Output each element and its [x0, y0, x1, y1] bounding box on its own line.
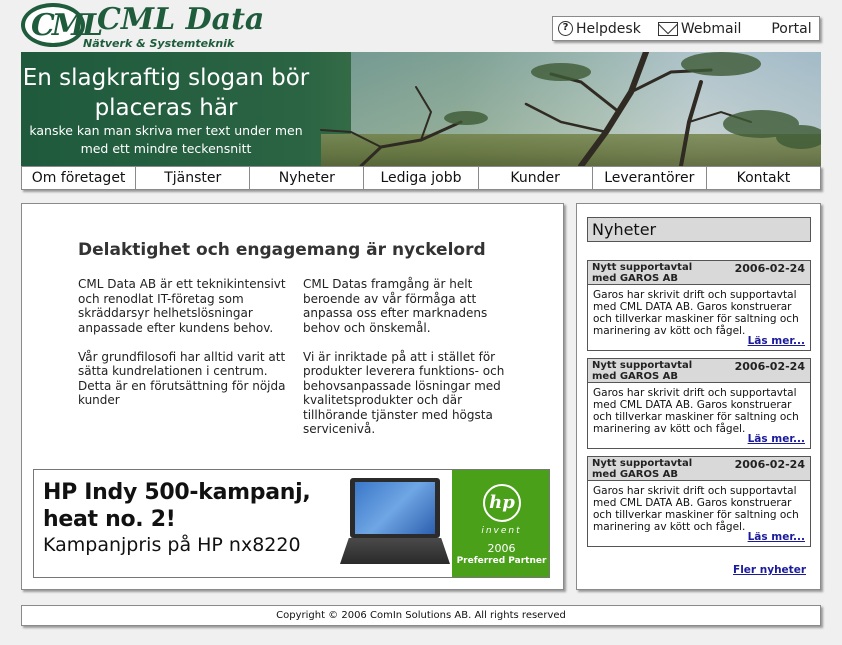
nav-item-leverantorer[interactable]: Leverantörer	[593, 167, 707, 189]
news-title-line-1: Nytt supportavtal	[592, 262, 693, 273]
content-column-right	[303, 277, 513, 451]
hp-invent-text: invent	[481, 526, 522, 536]
paragraph: CML Datas framgång är helt beroende av vår förmåga att anpassa oss efter marknadens behov och önskemål.	[303, 277, 488, 335]
news-item	[587, 358, 811, 449]
nav-item-tjanster[interactable]: Tjänster	[136, 167, 250, 189]
news-item-header	[588, 359, 810, 383]
news-body: Garos har skrivit drift och supportavtal med CML DATA AB. Garos konstruerar och tillverkar maskiner för saltning och marinering av kött och fågel.	[593, 289, 799, 337]
news-item-header	[588, 261, 810, 285]
nav-item-nyheter[interactable]: Nyheter	[250, 167, 364, 189]
site-logo[interactable]	[21, 2, 265, 51]
logo-name: CML Data	[97, 2, 265, 37]
helpdesk-label: Helpdesk	[576, 20, 641, 37]
news-date: 2006-02-24	[734, 262, 805, 275]
content-column-left	[78, 277, 288, 422]
laptop-image	[340, 476, 450, 568]
news-title-line-2: med GAROS AB	[592, 273, 679, 284]
hp-partner-label: Preferred Partner	[456, 556, 547, 566]
news-title-line-2: med GAROS AB	[592, 371, 679, 382]
news-item-header	[588, 457, 810, 481]
main-content	[21, 203, 564, 590]
news-body: Garos har skrivit drift och supportavtal med CML DATA AB. Garos konstruerar och tillverkar maskiner för saltning och marinering av kött och fågel.	[593, 485, 799, 533]
news-date: 2006-02-24	[734, 360, 805, 373]
help-icon: ?	[558, 21, 573, 36]
logo-mark-text: CML	[31, 8, 101, 43]
paragraph: Vår grundfilosofi har alltid varit att sätta kundrelationen i centrum. Detta är en förutsättning för nöjda kunder	[78, 349, 286, 407]
laptop-base	[340, 538, 450, 564]
nav-item-kunder[interactable]: Kunder	[479, 167, 593, 189]
news-body: Garos har skrivit drift och supportavtal med CML DATA AB. Garos konstruerar och tillverkar maskiner för saltning och marinering av kött och fågel.	[593, 387, 799, 435]
logo-mark	[21, 3, 101, 47]
mail-icon	[658, 22, 678, 36]
read-more-link[interactable]: Läs mer...	[747, 531, 805, 543]
paragraph: CML Data AB är ett teknikintensivt och renodlat IT-företag som skräddarsyr helhetslösningar anpassade efter kundens behov.	[78, 277, 286, 335]
ad-subline: Kampanjpris på HP nx8220	[43, 534, 301, 556]
hp-logo: hp	[483, 484, 521, 522]
news-date: 2006-02-24	[734, 458, 805, 471]
hero-banner	[21, 52, 821, 166]
ad-headline	[43, 479, 310, 533]
hp-partner-year: 2006	[487, 542, 516, 555]
ad-headline-line-2: heat no. 2!	[43, 507, 176, 532]
logo-tagline: Nätverk & Systemteknik	[83, 37, 235, 50]
helpdesk-link[interactable]	[558, 21, 641, 37]
news-title-line-2: med GAROS AB	[592, 469, 679, 480]
news-title-line-1: Nytt supportavtal	[592, 458, 693, 469]
read-more-link[interactable]: Läs mer...	[747, 433, 805, 445]
top-links-bar	[552, 16, 820, 41]
read-more-link[interactable]: Läs mer...	[747, 335, 805, 347]
page-heading: Delaktighet och engagemang är nyckelord	[78, 240, 486, 260]
ad-headline-line-1: HP Indy 500-kampanj,	[43, 480, 311, 505]
news-item	[587, 260, 811, 351]
footer-copyright: Copyright © 2006 ComIn Solutions AB. All rights reserved	[21, 605, 821, 626]
news-sidebar	[576, 203, 821, 590]
hp-partner-badge	[452, 470, 550, 578]
portal-link[interactable]: Portal	[771, 20, 812, 37]
nav-item-kontakt[interactable]: Kontakt	[736, 170, 791, 186]
main-nav	[21, 166, 821, 190]
news-sidebar-title: Nyheter	[587, 217, 811, 242]
laptop-screen	[350, 478, 440, 538]
hp-campaign-ad[interactable]	[33, 469, 550, 578]
banner-subtext	[21, 122, 311, 158]
nav-item-om-foretaget[interactable]: Om företaget	[22, 167, 136, 189]
slogan-line-2: placeras här	[94, 95, 238, 121]
paragraph: Vi är inriktade på att i stället för produkter leverera funktions- och behovsanpassade lösningar med kvalitetsprodukter och där tillhörande tjänster med högsta servicenivå.	[303, 349, 505, 436]
subtext-line-2: med ett mindre teckensnitt	[80, 141, 252, 156]
more-news-link[interactable]: Fler nyheter	[733, 564, 806, 576]
webmail-label: Webmail	[680, 20, 742, 37]
banner-slogan	[21, 63, 311, 123]
webmail-link[interactable]	[658, 21, 742, 37]
news-item	[587, 456, 811, 547]
nav-item-lediga-jobb[interactable]: Lediga jobb	[364, 167, 478, 189]
news-title-line-1: Nytt supportavtal	[592, 360, 693, 371]
slogan-line-1: En slagkraftig slogan bör	[22, 65, 310, 91]
subtext-line-1: kanske kan man skriva mer text under men	[29, 123, 303, 138]
